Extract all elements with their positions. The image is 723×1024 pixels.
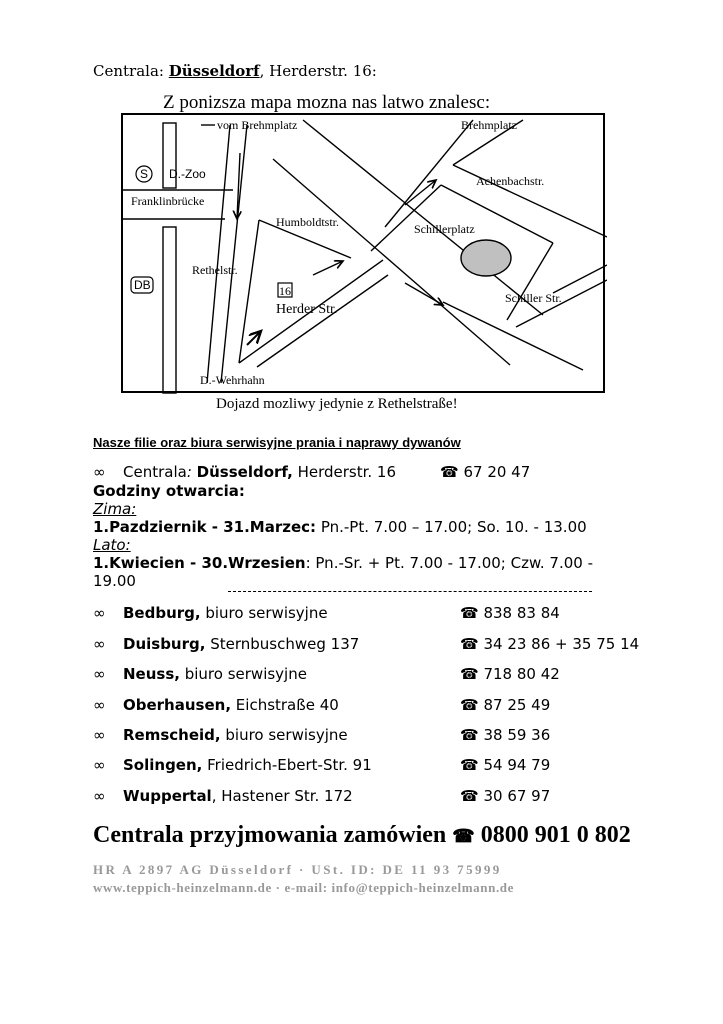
label-schiller-str: Schiller Str. [505, 291, 562, 305]
divider [228, 591, 592, 592]
branch-detail: biuro serwisyjne [179, 665, 307, 683]
branch-city: Wuppertal [123, 787, 212, 805]
bullet-symbol: ∞ [93, 726, 106, 744]
hours-heading: Godziny otwarcia: [93, 482, 245, 500]
branch-phone [460, 604, 560, 622]
order-line-phone: 0800 901 0 802 [480, 822, 631, 848]
label-s-station: S [140, 167, 149, 181]
summer-period: 1.Kwiecien - 30.Wrzesien [93, 554, 306, 572]
phone-icon: ☎ [460, 756, 479, 774]
label-db-station: DB [134, 278, 151, 292]
branch-phone-number: 87 25 49 [483, 696, 551, 714]
winter-times: Pn.-Pt. 7.00 – 17.00; So. 10. - 13.00 [316, 518, 587, 536]
central-city: Düsseldorf, [196, 463, 293, 481]
order-line [93, 822, 631, 849]
central-phone-line [440, 463, 530, 481]
label-zoo: D.-Zoo [169, 167, 206, 181]
summer-times-line1: : Pn.-Sr. + Pt. 7.00 - 17.00; Czw. 7.00 - [305, 554, 593, 572]
branch-detail: Eichstraße 40 [231, 696, 339, 714]
bullet-symbol: ∞ [93, 696, 106, 714]
branch-city: Solingen, [123, 756, 203, 774]
central-colon: : [186, 463, 192, 481]
central-address: Herderstr. 16 [292, 463, 397, 481]
humboldtstr-road [239, 220, 259, 363]
schiller-road-top [553, 265, 607, 293]
branch-city: Duisburg, [123, 635, 206, 653]
rethelstr-road-left [207, 125, 230, 383]
list-item [93, 604, 328, 622]
summer-label: Lato: [93, 536, 131, 554]
phone-icon: ☎ [452, 826, 475, 846]
footer-registry: HR A 2897 AG Düsseldorf · USt. ID: DE 11 93 75999 [93, 862, 502, 877]
list-item [93, 665, 307, 683]
label-schillerplatz: Schillerplatz [414, 222, 475, 236]
header-prefix: Centrala: [93, 62, 169, 80]
map-title: Z ponizsza mapa mozna nas latwo znalesc: [163, 92, 491, 113]
label-rethelstr: Rethelstr. [192, 263, 238, 277]
summer-hours [93, 554, 593, 572]
branch-phone [460, 726, 550, 744]
arrow-herder [313, 261, 343, 275]
list-item [93, 787, 353, 805]
bullet-symbol: ∞ [93, 463, 106, 481]
footer-web: www.teppich-heinzelmann.de · e-mail: info@teppich-heinzelmann.de [93, 880, 514, 895]
map-drawing [123, 115, 607, 395]
arrow-entry [247, 331, 261, 345]
schillerplatz-edge-top [371, 185, 441, 251]
list-item [93, 726, 348, 744]
brehmplatz-road-left [385, 120, 473, 227]
bullet-symbol: ∞ [93, 756, 106, 774]
label-herder-str: Herder Str. [276, 302, 338, 317]
winter-hours [93, 518, 587, 536]
winter-period: 1.Pazdziernik - 31.Marzec: [93, 518, 317, 536]
branch-phone-number: 718 80 42 [483, 665, 560, 683]
schillerplatz-edge-bottom [507, 243, 553, 320]
central-office-line [93, 463, 396, 481]
branch-city: Bedburg, [123, 604, 201, 622]
branch-detail: biuro serwisyjne [200, 604, 328, 622]
herder-road-lower [257, 275, 388, 367]
phone-icon: ☎ [460, 635, 479, 653]
phone-icon: ☎ [460, 696, 479, 714]
branch-phone-number: 34 23 86 + 35 75 14 [483, 635, 640, 653]
label-achenbachstr: Achenbachstr. [476, 174, 545, 188]
branch-detail: biuro serwisyjne [220, 726, 348, 744]
arrow-schiller [405, 283, 443, 305]
phone-icon: ☎ [460, 726, 479, 744]
map-caption: Dojazd mozliwy jedynie z Rethelstraße! [216, 396, 458, 412]
phone-icon: ☎ [440, 463, 459, 481]
bullet-symbol: ∞ [93, 604, 106, 622]
list-item [93, 756, 372, 774]
header-suffix: , Herderstr. 16: [259, 62, 377, 80]
list-item [93, 696, 339, 714]
bullet-symbol: ∞ [93, 635, 106, 653]
bullet-symbol: ∞ [93, 787, 106, 805]
label-wehrhahn: D.-Wehrhahn [200, 373, 265, 387]
header-city: Düsseldorf [168, 62, 260, 80]
schillerplatz-park [461, 240, 511, 276]
list-item [93, 635, 359, 653]
rethelstr-road-right [221, 125, 247, 383]
branch-city: Neuss, [123, 665, 180, 683]
label-house-number: 16 [279, 284, 291, 298]
branch-phone [460, 696, 550, 714]
branch-phone-number: 38 59 36 [483, 726, 551, 744]
label-vom-brehmplatz: vom Brehmplatz [217, 118, 298, 132]
branch-city: Remscheid, [123, 726, 221, 744]
label-brehmplatz: Brehmplatz [461, 118, 517, 132]
winter-label: Zima: [93, 500, 137, 518]
central-phone: 67 20 47 [463, 463, 531, 481]
branch-detail: , Hastener Str. 172 [211, 787, 353, 805]
order-line-label: Centrala przyjmowania zamówien [93, 822, 447, 848]
label-franklinbruecke: Franklinbrücke [131, 194, 205, 208]
central-label: Centrala [123, 463, 187, 481]
phone-icon: ☎ [460, 604, 479, 622]
bullet-symbol: ∞ [93, 665, 106, 683]
rail-track-south [163, 227, 176, 393]
summer-times-line2: 19.00 [93, 572, 136, 590]
branch-city: Oberhausen, [123, 696, 232, 714]
branch-detail: Friedrich-Ebert-Str. 91 [202, 756, 372, 774]
label-humboldtstr: Humboldtstr. [276, 215, 340, 229]
branch-phone-number: 54 94 79 [483, 756, 551, 774]
branch-detail: Sternbuschweg 137 [205, 635, 360, 653]
lower-right-road [443, 302, 583, 370]
branches-heading: Nasze filie oraz biura serwisyjne prania i naprawy dywanów [93, 435, 461, 450]
branch-phone [460, 635, 639, 653]
phone-icon: ☎ [460, 787, 479, 805]
phone-icon: ☎ [460, 665, 479, 683]
branch-phone [460, 787, 550, 805]
branch-phone [460, 665, 560, 683]
header-address [93, 62, 377, 80]
branch-phone [460, 756, 550, 774]
location-map [121, 113, 605, 393]
branch-phone-number: 838 83 84 [483, 604, 560, 622]
branch-phone-number: 30 67 97 [483, 787, 551, 805]
